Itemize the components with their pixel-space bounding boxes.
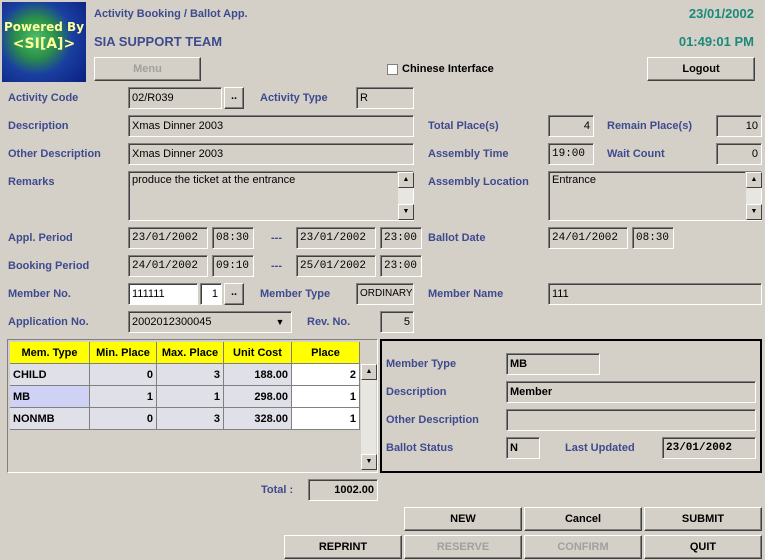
appl-from-date-field[interactable]: 23/01/2002	[128, 227, 208, 249]
place-input[interactable]: 1	[292, 408, 360, 430]
assembly-time-label: Assembly Time	[428, 148, 509, 160]
panel-description-label: Description	[386, 386, 447, 398]
booking-from-time-field[interactable]: 09:10	[212, 255, 254, 277]
place-input[interactable]: 2	[292, 364, 360, 386]
table-cell[interactable]: 1	[90, 386, 157, 408]
other-description-field[interactable]: Xmas Dinner 2003	[128, 143, 414, 165]
new-button[interactable]: NEW	[404, 507, 522, 531]
panel-description-field[interactable]: Member	[506, 381, 756, 403]
scroll-up-icon[interactable]: ▲	[361, 364, 377, 380]
panel-member-type-field[interactable]: MB	[506, 353, 600, 375]
appl-period-separator: ---	[271, 232, 282, 244]
booking-to-time-field[interactable]: 23:00	[380, 255, 422, 277]
total-places-field[interactable]: 4	[548, 115, 594, 137]
rev-no-field[interactable]: 5	[380, 311, 414, 333]
grid-scrollbar[interactable]	[360, 364, 376, 470]
remain-places-label: Remain Place(s)	[607, 120, 692, 132]
scroll-down-icon[interactable]: ▼	[746, 204, 762, 220]
app-title: Activity Booking / Ballot App.	[94, 8, 248, 20]
booking-period-separator: ---	[271, 260, 282, 272]
total-places-label: Total Place(s)	[428, 120, 499, 132]
last-updated-field[interactable]: 23/01/2002	[662, 437, 756, 459]
booking-period-label: Booking Period	[8, 260, 90, 272]
activity-code-field[interactable]: 02/R039	[128, 87, 222, 109]
member-browse-button[interactable]: ..	[224, 283, 244, 305]
ballot-status-label: Ballot Status	[386, 442, 454, 454]
remarks-textarea[interactable]: produce the ticket at the entrance	[128, 171, 414, 221]
panel-other-description-label: Other Description	[386, 414, 479, 426]
logout-button[interactable]: Logout	[647, 57, 755, 81]
description-field[interactable]: Xmas Dinner 2003	[128, 115, 414, 137]
grid-header-min-place[interactable]: Min. Place	[90, 342, 157, 364]
panel-other-description-field[interactable]	[506, 409, 756, 431]
remain-places-field[interactable]: 10	[716, 115, 762, 137]
assembly-location-scrollbar[interactable]	[745, 172, 761, 220]
member-seq-input[interactable]: 1	[200, 283, 222, 305]
cancel-button[interactable]: Cancel	[524, 507, 642, 531]
place-input[interactable]: 1	[292, 386, 360, 408]
logo-line2: <SI[A]>	[12, 36, 76, 52]
logo	[2, 2, 86, 82]
quit-button[interactable]: QUIT	[644, 535, 762, 559]
scroll-up-icon[interactable]: ▲	[398, 172, 414, 188]
assembly-location-textarea[interactable]: Entrance	[548, 171, 762, 221]
scroll-down-icon[interactable]: ▼	[398, 204, 414, 220]
booking-to-date-field[interactable]: 25/01/2002	[296, 255, 376, 277]
appl-to-date-field[interactable]: 23/01/2002	[296, 227, 376, 249]
activity-code-browse-button[interactable]: ..	[224, 87, 244, 109]
place-grid	[7, 339, 378, 473]
table-cell[interactable]: 0	[90, 364, 157, 386]
ballot-status-field[interactable]: N	[506, 437, 540, 459]
table-row[interactable]: NONMB	[10, 408, 90, 430]
other-description-label: Other Description	[8, 148, 101, 160]
activity-code-label: Activity Code	[8, 92, 79, 104]
table-cell[interactable]: 328.00	[224, 408, 292, 430]
member-no-input[interactable]: 111111	[128, 283, 198, 305]
remarks-scrollbar[interactable]	[397, 172, 413, 220]
current-time: 01:49:01 PM	[678, 34, 754, 49]
application-no-select[interactable]: 2002012300045	[128, 311, 292, 333]
menu-button[interactable]: Menu	[94, 57, 201, 81]
appl-period-label: Appl. Period	[8, 232, 73, 244]
total-label: Total :	[261, 484, 294, 496]
team-name: SIA SUPPORT TEAM	[94, 34, 223, 49]
application-no-label: Application No.	[8, 316, 89, 328]
activity-type-field[interactable]: R	[356, 87, 414, 109]
panel-member-type-label: Member Type	[386, 358, 457, 370]
logo-line1: Powered By	[3, 20, 85, 34]
table-row[interactable]: CHILD	[10, 364, 90, 386]
member-name-field[interactable]: 111	[548, 283, 762, 305]
assembly-time-field[interactable]: 19:00	[548, 143, 594, 165]
member-name-label: Member Name	[428, 288, 504, 300]
table-cell[interactable]: 0	[90, 408, 157, 430]
description-label: Description	[8, 120, 69, 132]
rev-no-label: Rev. No.	[307, 316, 351, 328]
ballot-time-field[interactable]: 08:30	[632, 227, 674, 249]
member-no-label: Member No.	[8, 288, 71, 300]
table-cell[interactable]: 188.00	[224, 364, 292, 386]
appl-from-time-field[interactable]: 08:30	[212, 227, 254, 249]
scroll-up-icon[interactable]: ▲	[746, 172, 762, 188]
remarks-label: Remarks	[8, 176, 55, 188]
total-field: 1002.00	[308, 479, 378, 501]
chinese-interface-label: Chinese Interface	[402, 63, 494, 75]
ballot-date-label: Ballot Date	[428, 232, 486, 244]
wait-count-field[interactable]: 0	[716, 143, 762, 165]
grid-header-mem-type[interactable]: Mem. Type	[10, 342, 90, 364]
member-type-label: Member Type	[260, 288, 331, 300]
table-cell[interactable]: 3	[157, 364, 224, 386]
reserve-button[interactable]: RESERVE	[404, 535, 522, 559]
table-cell[interactable]: 3	[157, 408, 224, 430]
confirm-button[interactable]: CONFIRM	[524, 535, 642, 559]
submit-button[interactable]: SUBMIT	[644, 507, 762, 531]
grid-header-unit-cost[interactable]: Unit Cost	[224, 342, 292, 364]
table-cell[interactable]: 298.00	[224, 386, 292, 408]
reprint-button[interactable]: REPRINT	[284, 535, 402, 559]
booking-from-date-field[interactable]: 24/01/2002	[128, 255, 208, 277]
appl-to-time-field[interactable]: 23:00	[380, 227, 422, 249]
chevron-down-icon[interactable]: ▼	[275, 317, 285, 327]
last-updated-label: Last Updated	[565, 442, 635, 454]
ballot-date-field[interactable]: 24/01/2002	[548, 227, 628, 249]
chinese-interface-checkbox[interactable]	[387, 64, 398, 75]
member-type-field[interactable]: ORDINARY	[356, 283, 414, 305]
grid-header-max-place[interactable]: Max. Place	[157, 342, 224, 364]
scroll-down-icon[interactable]: ▼	[361, 454, 377, 470]
table-cell[interactable]: 1	[157, 386, 224, 408]
grid-header-place[interactable]: Place	[292, 342, 360, 364]
wait-count-label: Wait Count	[607, 148, 665, 160]
activity-type-label: Activity Type	[260, 92, 328, 104]
assembly-location-label: Assembly Location	[428, 176, 529, 188]
table-row[interactable]: MB	[10, 386, 90, 408]
current-date: 23/01/2002	[688, 6, 754, 21]
